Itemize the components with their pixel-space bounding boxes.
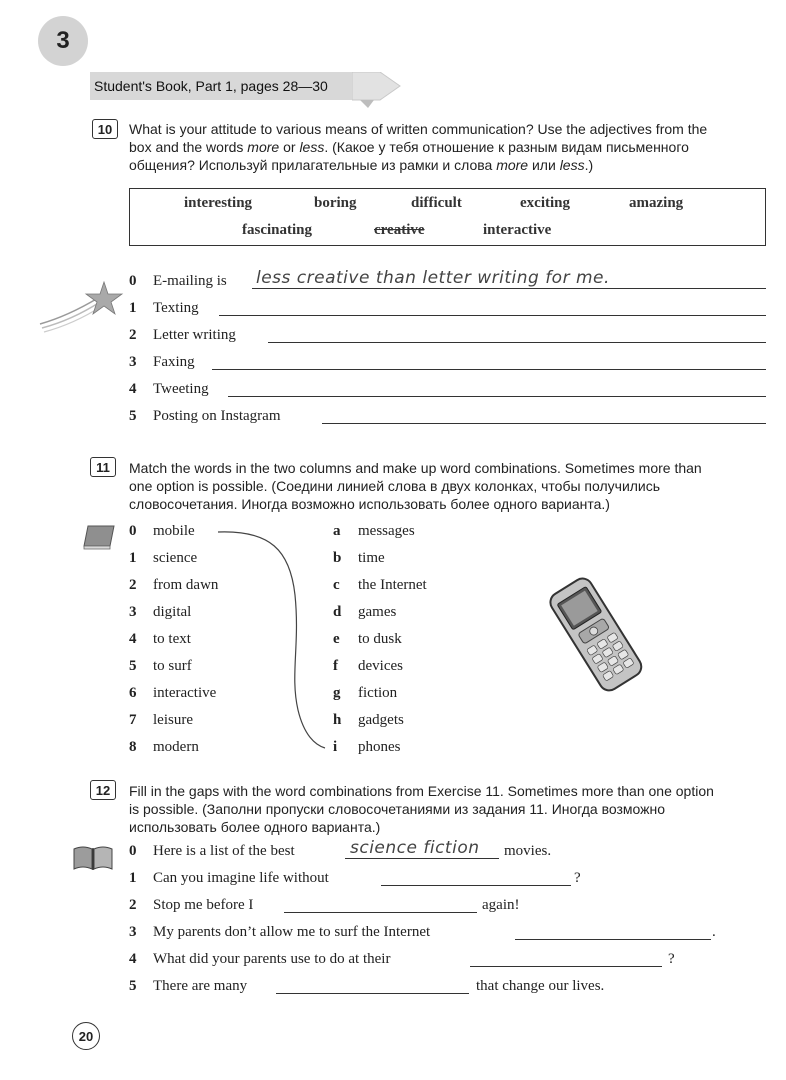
open-book-icon	[72, 843, 114, 871]
item-number: 2	[129, 327, 137, 343]
exercise-12-number-text: 12	[95, 782, 111, 798]
instr-part-italic: more	[496, 157, 529, 173]
answer-line[interactable]	[252, 288, 766, 289]
left-item-text: leisure	[153, 712, 193, 728]
exercise-11-number	[90, 457, 116, 477]
box-word: interesting	[184, 195, 253, 211]
right-item-text: games	[358, 604, 397, 620]
item-number: 0	[129, 843, 137, 859]
right-item-letter: d	[333, 604, 342, 620]
left-item-text: digital	[153, 604, 192, 620]
exercise-11-instruction-line-1: Match the words in the two columns and make up word combinations. Sometimes more than	[129, 460, 702, 476]
left-item-number: 5	[129, 658, 137, 674]
box-word: boring	[314, 195, 357, 211]
left-item-text: to surf	[153, 658, 192, 674]
right-item-text: messages	[358, 523, 415, 539]
closed-book-icon	[82, 524, 116, 550]
item-number: 2	[129, 897, 137, 913]
left-item-number: 4	[129, 631, 137, 647]
answer-line[interactable]	[515, 939, 711, 940]
box-word-crossed: creative	[374, 222, 425, 238]
item-number: 1	[129, 300, 137, 316]
left-item-text: interactive	[153, 685, 217, 701]
answer-line[interactable]	[219, 315, 766, 316]
right-item-text: to dusk	[358, 631, 402, 647]
item-number: 3	[129, 354, 137, 370]
item-text-after: again!	[482, 897, 520, 913]
answer-line[interactable]	[470, 966, 662, 967]
exercise-11-instruction-line-3: словосочетания. Иногда возможно использовать более одного варианта.)	[129, 496, 610, 512]
box-word: amazing	[629, 195, 684, 211]
item-text-after: ?	[668, 951, 675, 967]
item-text: Posting on Instagram	[153, 408, 281, 424]
left-item-number: 8	[129, 739, 137, 755]
match-connector-line	[210, 525, 340, 755]
instr-part-italic: less	[559, 157, 585, 173]
banner-arrow-icon	[352, 72, 402, 108]
book-reference-text: Student's Book, Part 1, pages 28—30	[94, 78, 328, 94]
right-item-letter: a	[333, 523, 341, 539]
left-item-number: 1	[129, 550, 137, 566]
right-item-letter: e	[333, 631, 340, 647]
item-text-after: that change our lives.	[476, 978, 605, 994]
item-number: 5	[129, 978, 137, 994]
item-number: 4	[129, 381, 137, 397]
item-text-after: movies.	[504, 843, 552, 859]
left-item-number: 6	[129, 685, 137, 701]
exercise-12-instruction	[129, 782, 769, 836]
exercise-10-instruction-line-2	[129, 138, 769, 156]
instr-part: .)	[584, 157, 594, 173]
left-item-text: from dawn	[153, 577, 219, 593]
left-item-text: mobile	[153, 523, 195, 539]
exercise-10-instruction	[129, 120, 769, 174]
answer-line[interactable]	[276, 993, 469, 994]
right-item-letter: c	[333, 577, 340, 593]
item-text: My parents don’t allow me to surf the Internet	[153, 924, 431, 940]
right-item-text: time	[358, 550, 385, 566]
left-item-number: 3	[129, 604, 137, 620]
item-number: 1	[129, 870, 137, 886]
page-number-badge	[72, 1022, 100, 1050]
right-item-letter: i	[333, 739, 338, 755]
handwritten-answer: science fiction	[350, 838, 480, 858]
left-item-number: 0	[129, 523, 137, 539]
page-number: 20	[78, 1028, 94, 1044]
item-text: Can you imagine life without	[153, 870, 329, 886]
right-item-letter: g	[333, 685, 341, 701]
item-text: Texting	[153, 300, 199, 316]
shooting-star-icon	[38, 280, 124, 336]
instr-part: or	[279, 139, 300, 155]
right-item-text: gadgets	[358, 712, 404, 728]
answer-line[interactable]	[228, 396, 766, 397]
right-item-letter: h	[333, 712, 342, 728]
item-text: E-mailing is	[153, 273, 227, 289]
exercise-12-instruction-line-1: Fill in the gaps with the word combinations from Exercise 11. Sometimes more than one option	[129, 783, 714, 799]
answer-line[interactable]	[212, 369, 766, 370]
left-item-number: 2	[129, 577, 137, 593]
exercise-12-number	[90, 780, 116, 800]
item-number: 5	[129, 408, 137, 424]
right-item-text: phones	[358, 739, 401, 755]
item-text-after: ?	[574, 870, 581, 886]
book-reference-banner	[90, 72, 358, 100]
box-word: difficult	[411, 195, 462, 211]
answer-line[interactable]	[381, 885, 571, 886]
instr-part: общения? Используй прилагательные из рамки и слова	[129, 157, 497, 173]
mobile-phone-icon	[535, 575, 655, 695]
instr-part: . (Какое у тебя отношение к разным видам письменного	[324, 139, 689, 155]
right-item-text: devices	[358, 658, 403, 674]
item-text: Letter writing	[153, 327, 236, 343]
box-word: fascinating	[242, 222, 313, 238]
answer-line[interactable]	[345, 858, 499, 859]
item-text: Faxing	[153, 354, 195, 370]
left-item-number: 7	[129, 712, 137, 728]
unit-number: 3	[56, 27, 70, 54]
exercise-12-instruction-line-2: is possible. (Заполни пропуски словосочетаниями из задания 11. Иногда возможно	[129, 801, 666, 817]
item-number: 4	[129, 951, 137, 967]
left-item-text: to text	[153, 631, 191, 647]
instr-part: box and the words	[129, 139, 248, 155]
left-item-text: science	[153, 550, 198, 566]
exercise-11-instruction-line-2: one option is possible. (Соедини линией слова в двух колонках, чтобы получились	[129, 478, 661, 494]
answer-line[interactable]	[268, 342, 766, 343]
item-text: Here is a list of the best	[153, 843, 295, 859]
exercise-10-instruction-line-1: What is your attitude to various means of written communication? Use the adjectives from the	[129, 121, 708, 137]
right-item-text: the Internet	[358, 577, 427, 593]
right-item-letter: b	[333, 550, 342, 566]
instr-part-italic: more	[247, 139, 280, 155]
answer-line[interactable]	[322, 423, 766, 424]
item-text: Tweeting	[153, 381, 209, 397]
item-text: There are many	[153, 978, 248, 994]
exercise-11-number-text: 11	[96, 459, 110, 475]
right-item-letter: f	[333, 658, 338, 674]
item-number: 0	[129, 273, 137, 289]
handwritten-answer: less creative than letter writing for me.	[256, 268, 610, 288]
instr-part: или	[528, 157, 560, 173]
exercise-12-instruction-line-3: использовать более одного варианта.)	[129, 819, 381, 835]
item-text: Stop me before I	[153, 897, 254, 913]
unit-number-badge	[38, 16, 88, 66]
item-text: What did your parents use to do at their	[153, 951, 391, 967]
item-text-after: .	[712, 924, 716, 940]
exercise-11-instruction	[129, 459, 769, 513]
box-word: exciting	[520, 195, 570, 211]
exercise-10-number-text: 10	[97, 121, 113, 137]
exercise-10-number	[92, 119, 118, 139]
left-item-text: modern	[153, 739, 199, 755]
instr-part-italic: less	[299, 139, 325, 155]
answer-line[interactable]	[284, 912, 477, 913]
right-item-text: fiction	[358, 685, 398, 701]
box-word: interactive	[483, 222, 552, 238]
exercise-10-instruction-line-3	[129, 156, 769, 174]
item-number: 3	[129, 924, 137, 940]
